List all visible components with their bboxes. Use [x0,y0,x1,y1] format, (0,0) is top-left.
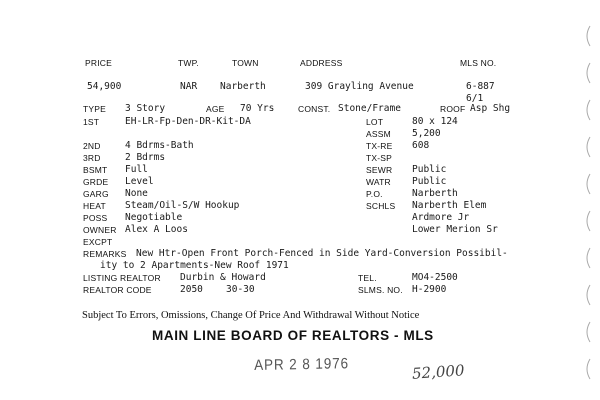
realtor-code-value-2: 30-30 [226,284,255,295]
first-floor-value: EH-LR-Fp-Den-DR-Kit-DA [125,116,251,127]
mls-no-value: 6-887 [466,81,495,92]
tax-re-label: TX-RE [366,141,393,151]
assessment-value: 5,200 [412,128,441,139]
second-floor-label: 2ND [83,141,101,151]
school-jr-value: Ardmore Jr [412,212,470,223]
salesman-no-label: SLMS. NO. [358,285,403,295]
punch-hole-icon [587,100,590,120]
tax-sp-label: TX-SP [366,153,393,163]
owner-label: OWNER [83,225,117,235]
tax-re-value: 608 [412,140,430,151]
lot-value: 80 x 124 [412,116,458,127]
possession-label: POSS [83,213,108,223]
const-value: Stone/Frame [338,103,401,114]
owner-value: Alex A Loos [125,224,188,235]
disclaimer-text: Subject To Errors, Omissions, Change Of Price And Withdrawal Without Notice [82,310,420,321]
type-value: 3 Story [125,103,166,114]
realtor-code-label: REALTOR CODE [83,285,152,295]
exception-label: EXCPT [83,237,113,247]
assessment-label: ASSM [366,129,391,139]
garage-value: None [125,188,148,199]
schools-label: SCHLS [366,201,396,211]
remarks-label: REMARKS [83,249,127,259]
twp-value: NAR [180,81,198,92]
water-label: WATR [366,177,391,187]
price-value: 54,900 [87,81,122,92]
salesman-no-value: H-2900 [412,284,447,295]
post-office-label: P.O. [366,189,383,199]
board-title: MAIN LINE BOARD OF REALTORS - MLS [152,328,434,343]
address-value: 309 Grayling Avenue [305,81,414,92]
second-floor-value: 4 Bdrms-Bath [125,140,194,151]
punch-hole-icon [587,322,590,342]
date-stamp: APR 2 8 1976 [254,355,350,374]
punch-hole-icon [587,285,590,305]
heat-value: Steam/Oil-S/W Hookup [125,200,240,211]
water-value: Public [412,176,447,187]
possession-value: Negotiable [125,212,183,223]
roof-value: Asp Shg [470,103,511,114]
school-elem-value: Narberth Elem [412,200,487,211]
age-label: AGE [206,104,225,114]
town-value: Narberth [220,81,266,92]
third-floor-label: 3RD [83,153,101,163]
sewer-label: SEWR [366,165,393,175]
grade-label: GRDE [83,177,109,187]
basement-label: BSMT [83,165,108,175]
remarks-line-1: New Htr-Open Front Porch-Fenced in Side Yard-Conversion Possibil- [136,248,508,259]
tel-value: MO4-2500 [412,272,458,283]
punch-hole-icon [587,174,590,194]
punch-hole-icon [587,63,590,83]
price-header: PRICE [85,58,112,68]
grade-value: Level [125,176,154,187]
first-floor-label: 1ST [83,117,100,127]
type-label: TYPE [83,104,107,114]
listing-realtor-label: LISTING REALTOR [83,273,161,283]
town-header: TOWN [232,58,259,68]
garage-label: GARG [83,189,109,199]
realtor-code-value: 2050 [180,284,203,295]
sewer-value: Public [412,164,447,175]
tel-label: TEL. [358,273,377,283]
roof-label: ROOF [440,104,466,114]
school-sr-value: Lower Merion Sr [412,224,498,235]
punch-hole-icon [587,26,590,46]
punch-hole-icon [587,137,590,157]
remarks-line-2: ity to 2 Apartments-New Roof 1971 [100,260,289,271]
punch-hole-icon [587,248,590,268]
punch-holes [560,0,600,400]
age-value: 70 Yrs [240,103,275,114]
basement-value: Full [125,164,148,175]
lot-label: LOT [366,117,384,127]
handwritten-price: 52,000 [411,361,466,383]
twp-header: TWP. [178,58,199,68]
heat-label: HEAT [83,201,106,211]
third-floor-value: 2 Bdrms [125,152,166,163]
punch-hole-icon [587,359,590,379]
const-label: CONST. [298,104,331,114]
punch-hole-icon [587,211,590,231]
address-header: ADDRESS [300,58,343,68]
mls-sub-value: 6/1 [466,93,484,104]
post-office-value: Narberth [412,188,458,199]
listing-realtor-value: Durbin & Howard [180,272,266,283]
mls-no-header: MLS NO. [460,58,497,68]
